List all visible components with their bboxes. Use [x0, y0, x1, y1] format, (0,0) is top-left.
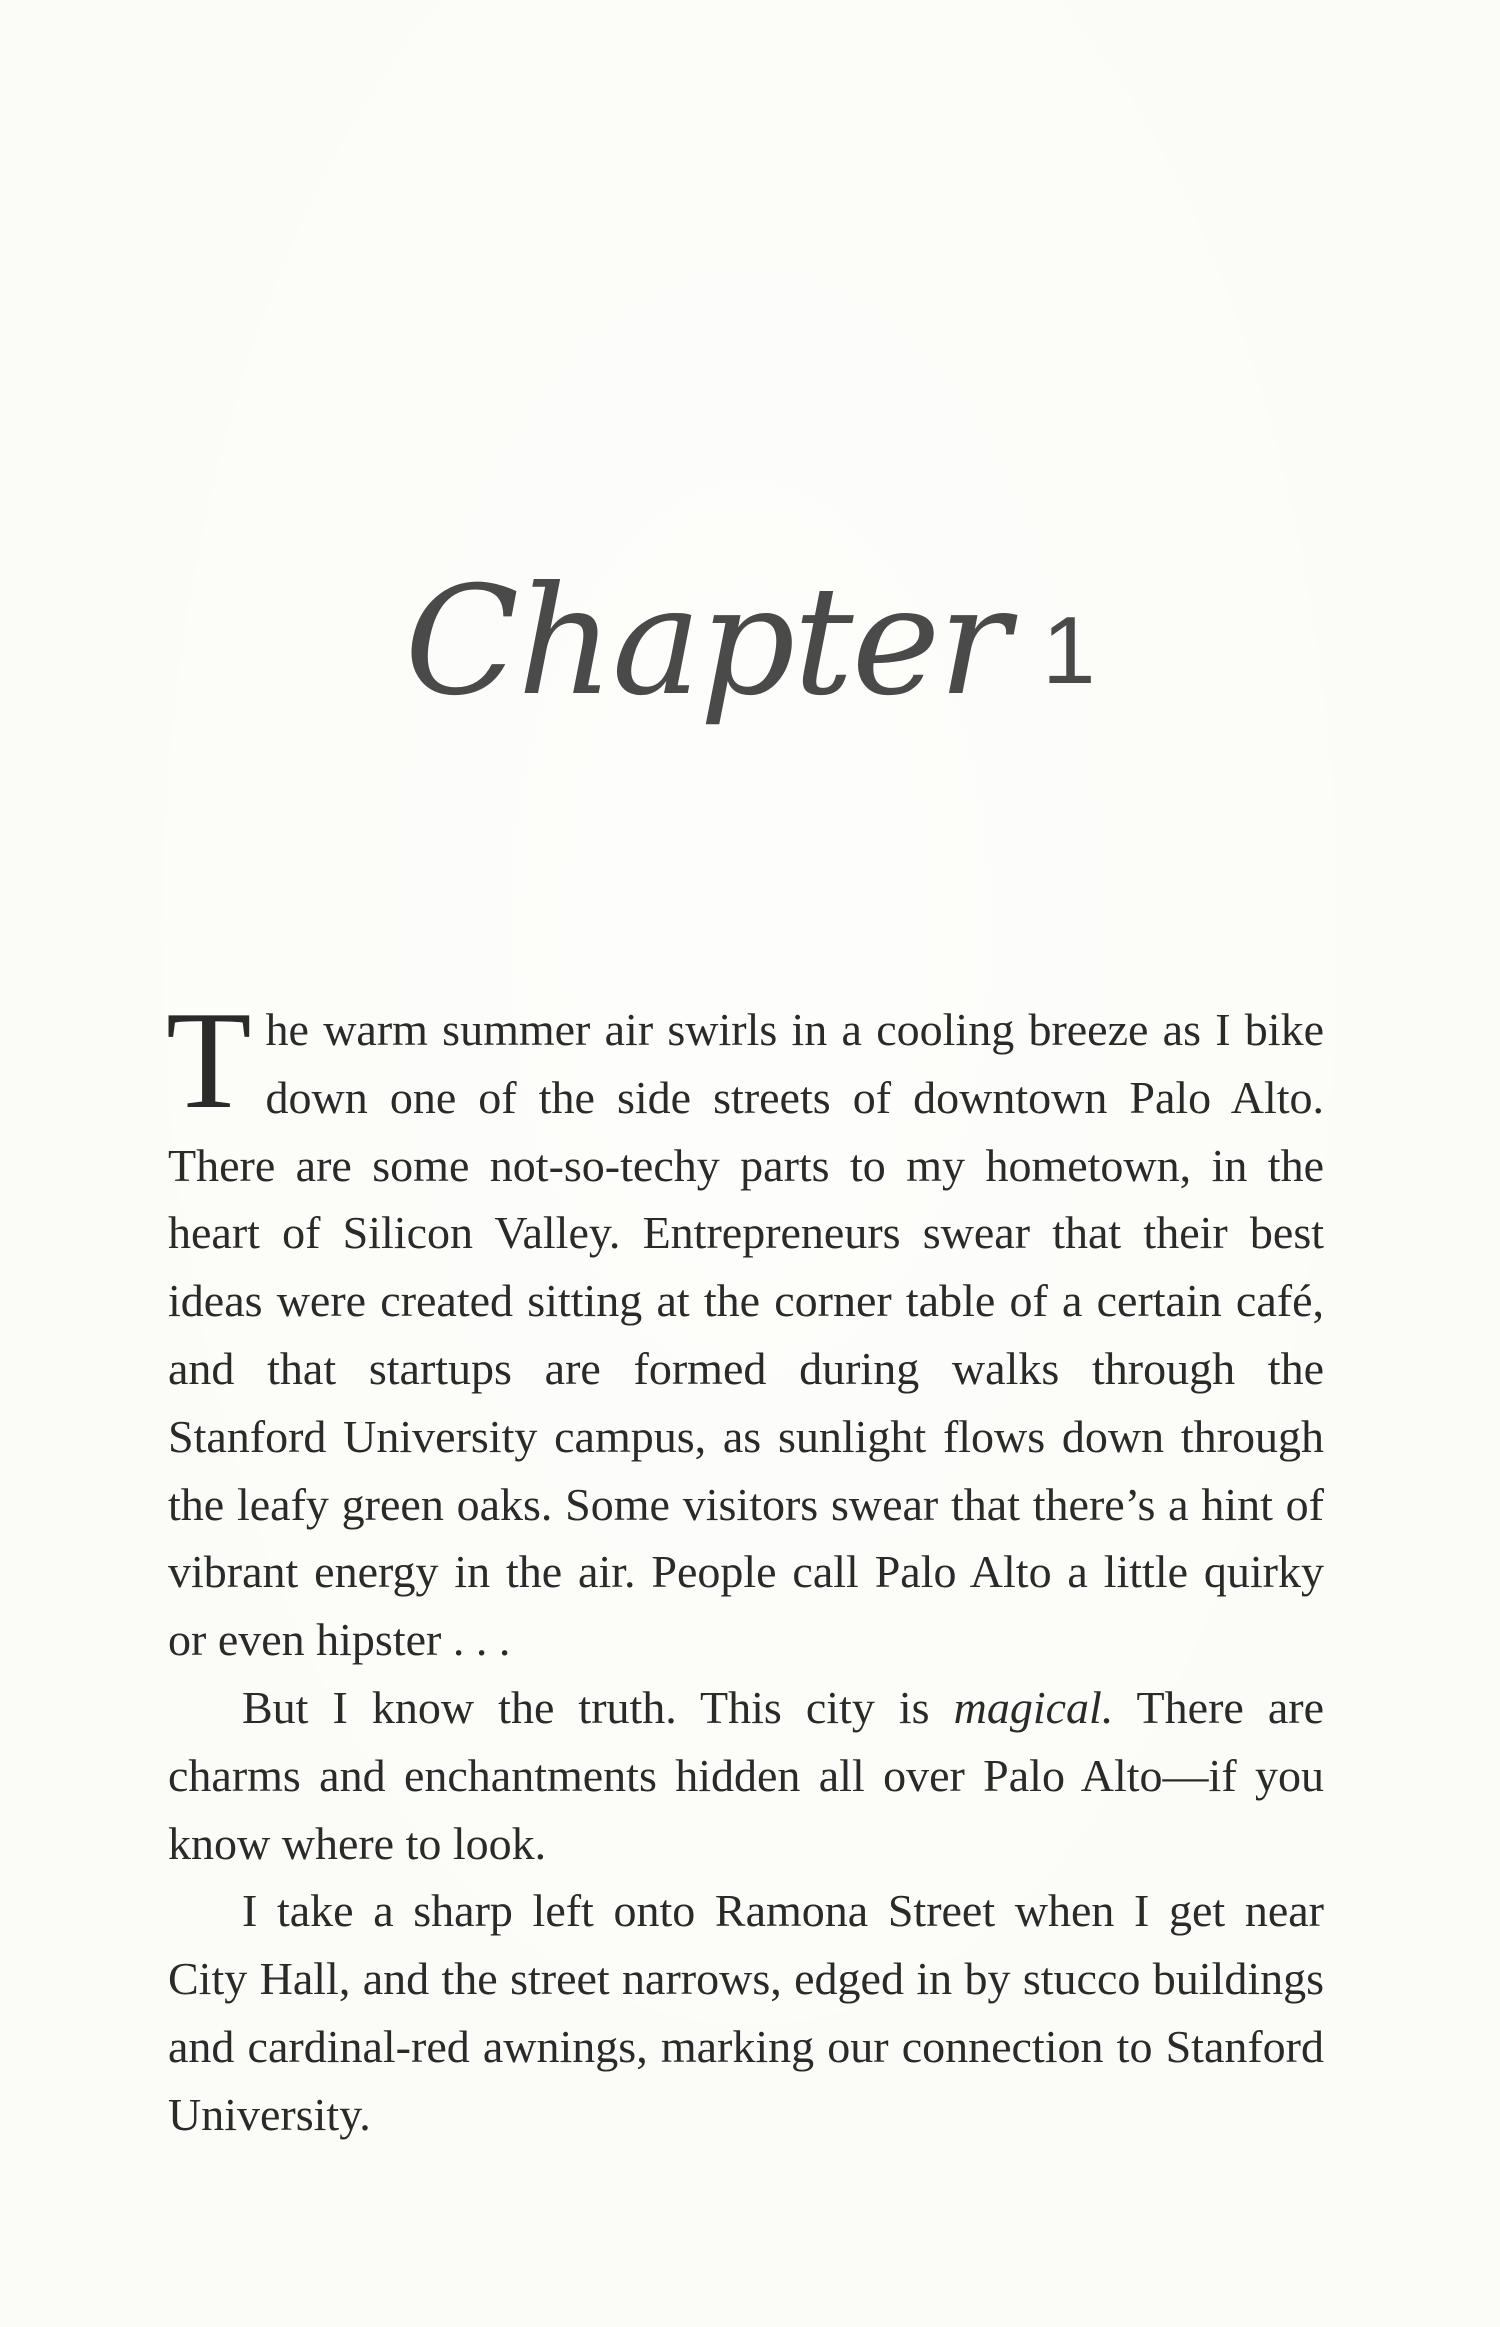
paragraph-3: [168, 1877, 1324, 2148]
paragraph-2-text-before: But I know the truth. This city is: [242, 1681, 954, 1733]
paragraph-1-text: he warm summer air swirls in a cooling breeze as I bike down one of the side streets of downtown Palo Alto. There are some not-so-techy parts to my hometown, in the heart of Silicon Valley. Entrepreneurs swear that their best ideas were created sitting at the corner table of a certain café, and that startups are formed during walks through the Stanford University campus, as sunlight flows down through the leafy green oaks. Some visitors swear that there’s a hint of vibrant energy in the air. People call Palo Alto a little quirky or even hipster . . .: [168, 1004, 1324, 1666]
chapter-heading: [0, 555, 1500, 729]
drop-cap: T: [166, 983, 252, 1138]
chapter-body: [166, 983, 1325, 2149]
paragraph-2: [168, 1674, 1324, 1877]
paragraph-1: [166, 983, 1324, 1674]
paragraph-2-text-after: There are charms and enchantments hidden all over Palo Alto—if you know where to look.: [168, 1681, 1325, 1869]
paragraph-3-text: I take a sharp left onto Ramona Street when I get near City Hall, and the street narrows, edged in by stucco buildings and cardinal-red awnings, marking our connection to Stanford University.: [168, 1885, 1324, 2140]
chapter-title: Chapter: [404, 555, 1009, 729]
chapter-number: 1: [1042, 597, 1096, 704]
paragraph-2-emphasis: magical.: [953, 1681, 1114, 1733]
